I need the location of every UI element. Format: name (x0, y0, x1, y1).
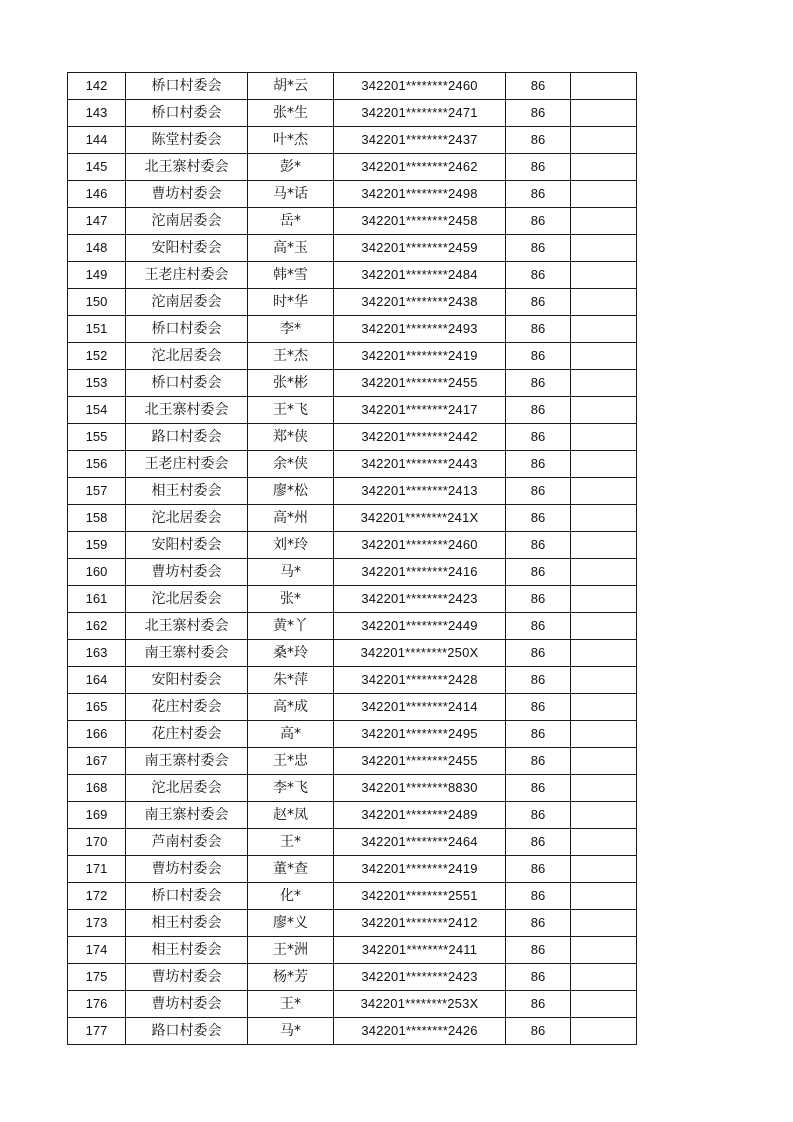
score-cell: 86 (506, 451, 571, 478)
unit-cell: 相王村委会 (126, 937, 248, 964)
person-name-cell: 赵*凤 (248, 802, 334, 829)
id-number-cell: 342201********2459 (334, 235, 506, 262)
id-number-cell: 342201********2462 (334, 154, 506, 181)
person-name-cell: 董*查 (248, 856, 334, 883)
table-row (68, 181, 637, 208)
person-name-cell: 李* (248, 316, 334, 343)
score-cell: 86 (506, 343, 571, 370)
unit-cell: 桥口村委会 (126, 73, 248, 100)
table-row (68, 586, 637, 613)
unit-cell: 北王寨村委会 (126, 154, 248, 181)
table-row (68, 451, 637, 478)
unit-cell: 曹坊村委会 (126, 181, 248, 208)
score-cell: 86 (506, 154, 571, 181)
row-number-cell: 144 (68, 127, 126, 154)
score-cell: 86 (506, 694, 571, 721)
table-row (68, 802, 637, 829)
unit-cell: 南王寨村委会 (126, 802, 248, 829)
score-cell: 86 (506, 73, 571, 100)
table-row (68, 883, 637, 910)
row-number-cell: 160 (68, 559, 126, 586)
note-cell (571, 1018, 637, 1045)
row-number-cell: 159 (68, 532, 126, 559)
note-cell (571, 613, 637, 640)
row-number-cell: 170 (68, 829, 126, 856)
table-row (68, 397, 637, 424)
person-name-cell: 刘*玲 (248, 532, 334, 559)
table-row (68, 559, 637, 586)
table-row (68, 910, 637, 937)
note-cell (571, 586, 637, 613)
id-number-cell: 342201********2551 (334, 883, 506, 910)
note-cell (571, 181, 637, 208)
row-number-cell: 161 (68, 586, 126, 613)
table-row (68, 73, 637, 100)
unit-cell: 北王寨村委会 (126, 397, 248, 424)
person-name-cell: 高*成 (248, 694, 334, 721)
row-number-cell: 153 (68, 370, 126, 397)
table-row (68, 721, 637, 748)
row-number-cell: 154 (68, 397, 126, 424)
score-cell: 86 (506, 424, 571, 451)
table-row (68, 856, 637, 883)
person-name-cell: 高* (248, 721, 334, 748)
note-cell (571, 208, 637, 235)
table-row (68, 370, 637, 397)
row-number-cell: 145 (68, 154, 126, 181)
person-name-cell: 叶*杰 (248, 127, 334, 154)
person-name-cell: 马* (248, 1018, 334, 1045)
unit-cell: 北王寨村委会 (126, 613, 248, 640)
note-cell (571, 640, 637, 667)
row-number-cell: 167 (68, 748, 126, 775)
note-cell (571, 127, 637, 154)
unit-cell: 桥口村委会 (126, 316, 248, 343)
person-name-cell: 张*生 (248, 100, 334, 127)
row-number-cell: 143 (68, 100, 126, 127)
row-number-cell: 174 (68, 937, 126, 964)
id-number-cell: 342201********2493 (334, 316, 506, 343)
row-number-cell: 173 (68, 910, 126, 937)
unit-cell: 芦南村委会 (126, 829, 248, 856)
roster-table-body (68, 73, 637, 1045)
row-number-cell: 157 (68, 478, 126, 505)
table-row (68, 505, 637, 532)
person-name-cell: 廖*松 (248, 478, 334, 505)
row-number-cell: 158 (68, 505, 126, 532)
unit-cell: 南王寨村委会 (126, 640, 248, 667)
note-cell (571, 991, 637, 1018)
note-cell (571, 262, 637, 289)
id-number-cell: 342201********2443 (334, 451, 506, 478)
note-cell (571, 397, 637, 424)
note-cell (571, 289, 637, 316)
id-number-cell: 342201********2495 (334, 721, 506, 748)
row-number-cell: 152 (68, 343, 126, 370)
score-cell: 86 (506, 262, 571, 289)
note-cell (571, 775, 637, 802)
person-name-cell: 张* (248, 586, 334, 613)
score-cell: 86 (506, 829, 571, 856)
id-number-cell: 342201********2411 (334, 937, 506, 964)
id-number-cell: 342201********2417 (334, 397, 506, 424)
score-cell: 86 (506, 802, 571, 829)
unit-cell: 沱北居委会 (126, 505, 248, 532)
person-name-cell: 杨*芳 (248, 964, 334, 991)
row-number-cell: 177 (68, 1018, 126, 1045)
score-cell: 86 (506, 964, 571, 991)
id-number-cell: 342201********2455 (334, 748, 506, 775)
note-cell (571, 964, 637, 991)
person-name-cell: 张*彬 (248, 370, 334, 397)
row-number-cell: 146 (68, 181, 126, 208)
note-cell (571, 154, 637, 181)
table-row (68, 937, 637, 964)
score-cell: 86 (506, 370, 571, 397)
score-cell: 86 (506, 883, 571, 910)
id-number-cell: 342201********2428 (334, 667, 506, 694)
table-row (68, 316, 637, 343)
table-row (68, 667, 637, 694)
unit-cell: 曹坊村委会 (126, 856, 248, 883)
unit-cell: 沱南居委会 (126, 289, 248, 316)
unit-cell: 曹坊村委会 (126, 991, 248, 1018)
score-cell: 86 (506, 397, 571, 424)
person-name-cell: 马*话 (248, 181, 334, 208)
unit-cell: 沱北居委会 (126, 343, 248, 370)
note-cell (571, 802, 637, 829)
unit-cell: 沱北居委会 (126, 775, 248, 802)
id-number-cell: 342201********2419 (334, 856, 506, 883)
unit-cell: 南王寨村委会 (126, 748, 248, 775)
table-row (68, 1018, 637, 1045)
person-name-cell: 化* (248, 883, 334, 910)
id-number-cell: 342201********2449 (334, 613, 506, 640)
person-name-cell: 王*忠 (248, 748, 334, 775)
unit-cell: 沱北居委会 (126, 586, 248, 613)
score-cell: 86 (506, 235, 571, 262)
score-cell: 86 (506, 856, 571, 883)
id-number-cell: 342201********2460 (334, 532, 506, 559)
id-number-cell: 342201********2423 (334, 964, 506, 991)
score-cell: 86 (506, 775, 571, 802)
note-cell (571, 829, 637, 856)
row-number-cell: 164 (68, 667, 126, 694)
score-cell: 86 (506, 1018, 571, 1045)
note-cell (571, 667, 637, 694)
unit-cell: 桥口村委会 (126, 883, 248, 910)
unit-cell: 曹坊村委会 (126, 964, 248, 991)
unit-cell: 花庄村委会 (126, 721, 248, 748)
unit-cell: 曹坊村委会 (126, 559, 248, 586)
id-number-cell: 342201********2437 (334, 127, 506, 154)
unit-cell: 陈堂村委会 (126, 127, 248, 154)
id-number-cell: 342201********2489 (334, 802, 506, 829)
row-number-cell: 163 (68, 640, 126, 667)
id-number-cell: 342201********250X (334, 640, 506, 667)
unit-cell: 桥口村委会 (126, 100, 248, 127)
row-number-cell: 162 (68, 613, 126, 640)
note-cell (571, 748, 637, 775)
unit-cell: 安阳村委会 (126, 532, 248, 559)
person-name-cell: 彭* (248, 154, 334, 181)
table-row (68, 289, 637, 316)
id-number-cell: 342201********2455 (334, 370, 506, 397)
row-number-cell: 151 (68, 316, 126, 343)
id-number-cell: 342201********2413 (334, 478, 506, 505)
note-cell (571, 505, 637, 532)
table-row (68, 208, 637, 235)
person-name-cell: 王*杰 (248, 343, 334, 370)
note-cell (571, 856, 637, 883)
table-row (68, 154, 637, 181)
id-number-cell: 342201********2426 (334, 1018, 506, 1045)
unit-cell: 相王村委会 (126, 478, 248, 505)
note-cell (571, 100, 637, 127)
row-number-cell: 165 (68, 694, 126, 721)
score-cell: 86 (506, 748, 571, 775)
id-number-cell: 342201********2414 (334, 694, 506, 721)
note-cell (571, 937, 637, 964)
score-cell: 86 (506, 640, 571, 667)
id-number-cell: 342201********2442 (334, 424, 506, 451)
score-cell: 86 (506, 289, 571, 316)
note-cell (571, 451, 637, 478)
score-cell: 86 (506, 586, 571, 613)
person-name-cell: 高*州 (248, 505, 334, 532)
person-name-cell: 高*玉 (248, 235, 334, 262)
score-cell: 86 (506, 910, 571, 937)
score-cell: 86 (506, 559, 571, 586)
note-cell (571, 316, 637, 343)
score-cell: 86 (506, 127, 571, 154)
person-name-cell: 郑*侠 (248, 424, 334, 451)
unit-cell: 路口村委会 (126, 1018, 248, 1045)
id-number-cell: 342201********8830 (334, 775, 506, 802)
id-number-cell: 342201********2464 (334, 829, 506, 856)
table-row (68, 829, 637, 856)
note-cell (571, 478, 637, 505)
row-number-cell: 156 (68, 451, 126, 478)
row-number-cell: 155 (68, 424, 126, 451)
unit-cell: 沱南居委会 (126, 208, 248, 235)
unit-cell: 王老庄村委会 (126, 451, 248, 478)
id-number-cell: 342201********2419 (334, 343, 506, 370)
table-row (68, 964, 637, 991)
person-name-cell: 王* (248, 991, 334, 1018)
person-name-cell: 王*飞 (248, 397, 334, 424)
note-cell (571, 532, 637, 559)
id-number-cell: 342201********2423 (334, 586, 506, 613)
note-cell (571, 559, 637, 586)
id-number-cell: 342201********2460 (334, 73, 506, 100)
note-cell (571, 343, 637, 370)
score-cell: 86 (506, 505, 571, 532)
score-cell: 86 (506, 208, 571, 235)
person-name-cell: 岳* (248, 208, 334, 235)
row-number-cell: 169 (68, 802, 126, 829)
score-cell: 86 (506, 478, 571, 505)
table-row (68, 640, 637, 667)
score-cell: 86 (506, 721, 571, 748)
row-number-cell: 168 (68, 775, 126, 802)
table-row (68, 613, 637, 640)
row-number-cell: 172 (68, 883, 126, 910)
person-name-cell: 马* (248, 559, 334, 586)
id-number-cell: 342201********2438 (334, 289, 506, 316)
note-cell (571, 235, 637, 262)
table-row (68, 262, 637, 289)
id-number-cell: 342201********2498 (334, 181, 506, 208)
id-number-cell: 342201********241X (334, 505, 506, 532)
person-name-cell: 黄*丫 (248, 613, 334, 640)
unit-cell: 安阳村委会 (126, 235, 248, 262)
note-cell (571, 910, 637, 937)
note-cell (571, 73, 637, 100)
note-cell (571, 424, 637, 451)
person-name-cell: 王* (248, 829, 334, 856)
score-cell: 86 (506, 667, 571, 694)
person-name-cell: 朱*萍 (248, 667, 334, 694)
table-row (68, 424, 637, 451)
score-cell: 86 (506, 100, 571, 127)
table-row (68, 775, 637, 802)
note-cell (571, 721, 637, 748)
table-row (68, 478, 637, 505)
row-number-cell: 149 (68, 262, 126, 289)
row-number-cell: 171 (68, 856, 126, 883)
table-row (68, 343, 637, 370)
row-number-cell: 166 (68, 721, 126, 748)
row-number-cell: 147 (68, 208, 126, 235)
person-name-cell: 王*洲 (248, 937, 334, 964)
score-cell: 86 (506, 937, 571, 964)
roster-table (67, 72, 637, 1045)
note-cell (571, 370, 637, 397)
unit-cell: 路口村委会 (126, 424, 248, 451)
unit-cell: 相王村委会 (126, 910, 248, 937)
table-row (68, 748, 637, 775)
person-name-cell: 李*飞 (248, 775, 334, 802)
table-row (68, 235, 637, 262)
table-row (68, 694, 637, 721)
unit-cell: 王老庄村委会 (126, 262, 248, 289)
row-number-cell: 148 (68, 235, 126, 262)
score-cell: 86 (506, 316, 571, 343)
id-number-cell: 342201********253X (334, 991, 506, 1018)
table-row (68, 991, 637, 1018)
id-number-cell: 342201********2471 (334, 100, 506, 127)
row-number-cell: 150 (68, 289, 126, 316)
table-row (68, 532, 637, 559)
note-cell (571, 694, 637, 721)
id-number-cell: 342201********2458 (334, 208, 506, 235)
row-number-cell: 142 (68, 73, 126, 100)
unit-cell: 安阳村委会 (126, 667, 248, 694)
score-cell: 86 (506, 532, 571, 559)
table-row (68, 127, 637, 154)
score-cell: 86 (506, 613, 571, 640)
id-number-cell: 342201********2484 (334, 262, 506, 289)
row-number-cell: 176 (68, 991, 126, 1018)
person-name-cell: 廖*义 (248, 910, 334, 937)
unit-cell: 花庄村委会 (126, 694, 248, 721)
note-cell (571, 883, 637, 910)
person-name-cell: 余*侠 (248, 451, 334, 478)
score-cell: 86 (506, 181, 571, 208)
person-name-cell: 桑*玲 (248, 640, 334, 667)
id-number-cell: 342201********2412 (334, 910, 506, 937)
id-number-cell: 342201********2416 (334, 559, 506, 586)
person-name-cell: 时*华 (248, 289, 334, 316)
score-cell: 86 (506, 991, 571, 1018)
unit-cell: 桥口村委会 (126, 370, 248, 397)
table-row (68, 100, 637, 127)
person-name-cell: 胡*云 (248, 73, 334, 100)
row-number-cell: 175 (68, 964, 126, 991)
person-name-cell: 韩*雪 (248, 262, 334, 289)
